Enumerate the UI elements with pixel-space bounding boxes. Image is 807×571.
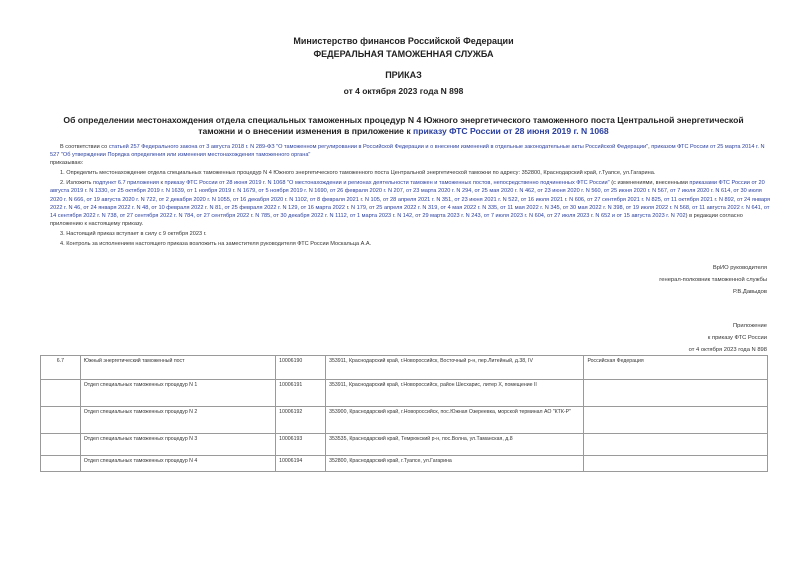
appendix-ref: к приказу ФТС России xyxy=(707,335,767,341)
ministry-name: Министерство финансов Российской Федерации xyxy=(293,36,514,46)
appendix-date: от 4 октября 2023 года N 898 xyxy=(688,347,767,353)
document-title xyxy=(60,115,747,137)
item-4: 4. Контроль за исполнением настоящего приказа возложить на заместителя руководителя ФТС России Москальца А.А. xyxy=(60,241,372,248)
signature-rank: генерал-полковник таможенной службы xyxy=(659,277,767,283)
table-row xyxy=(41,456,768,472)
appendix-header xyxy=(689,320,767,356)
cell-address: 353911, Краснодарский край, г.Новороссийск, район Шесхарис, литер Х, помещение II xyxy=(326,380,584,407)
intro-paragraph xyxy=(50,143,772,159)
cell-address: 353535, Краснодарский край, Темрюкский р-н, пос.Волна, ул.Таманская, д.8 xyxy=(326,434,584,456)
signature-block xyxy=(659,262,767,298)
cell-number xyxy=(41,380,81,407)
cell-address: 352800, Краснодарский край, г.Туапсе, ул.Гагарина xyxy=(326,456,584,472)
item2-mid2: (с изменениями, внесенными xyxy=(609,180,690,187)
amendments-link[interactable]: приказами ФТС России от 20 августа 2019 г. N 1330, от 25 октября 2019 г. N 1639, от 1 ноября 2019 г. N 1679, от 5 ноября 2019 г. N 1690, от 26 февраля 2020 г. N 207, от 23 марта 2020 г. N 294, от 25 мая 2020 г. N 462, от 23 июня 2020 г. N 560, от 25 июня 2020 г. N 567, от 7 июля 2020 г. N 614, от 30 июля 2020 г. N 666, от 19 августа 2020 г. N 722, от 2 декабря 2020 г. N 1055, от 16 декабря 2020 г. N 1102, от 8 февраля 2021 г. N 105, от 28 апреля 2021 г. N 351, от 23 июня 2021 г. N 522, от 16 июля 2021 г. N 606, от 27 сентября 2021 г. N 825, от 11 октября 2021 г. N 892, от 24 января 2022 г. N 46, от 24 января 2022 г. N 48, от 10 февраля 2022 г. N 81, от 25 февраля 2022 г. N 129, от 16 марта 2022 г. N 179, от 25 апреля 2022 г. N 319, от 4 мая 2022 г. N 335, от 11 мая 2022 г. N 345, от 30 мая 2022 г. N 398, от 19 июля 2022 г. N 568, от 11 августа 2022 г. N 641, от 14 сентября 2022 г. N 738, от 27 сентября 2022 г. N 784, от 27 сентября 2022 г. N 785, от 30 декабря 2022 г. N 1112, от 1 марта 2023 г. N 142, от 29 марта 2023 г. N 243, от 7 июля 2023 г. N 604, от 27 июля 2023 г. N 652 и от 15 августа 2023 г. N 702 xyxy=(50,180,771,219)
cell-region xyxy=(584,380,768,407)
item2-prefix: 2. Изложить xyxy=(60,180,94,187)
table-row xyxy=(41,356,768,380)
cell-name: Отдел специальных таможенных процедур N 1 xyxy=(80,380,275,407)
posts-table xyxy=(40,355,768,472)
cell-name: Отдел специальных таможенных процедур N 4 xyxy=(80,456,275,472)
table-row xyxy=(41,434,768,456)
document-body xyxy=(50,143,772,248)
cell-region: Российская Федерация xyxy=(584,356,768,380)
table-row xyxy=(41,380,768,407)
cell-code: 10006193 xyxy=(276,434,326,456)
cell-address: 353900, Краснодарский край, г.Новороссийск, пос.Южная Озереевка, морской терминал АО "КТК-Р" xyxy=(326,407,584,434)
intro-prefix: В соответствии со xyxy=(60,144,109,150)
ordered-text: приказываю: xyxy=(50,160,84,167)
order-1068-link[interactable]: приказу ФТС России от 28 июня 2019 г. N 1068 "О местонахождении и регионах деятельности таможен и таможенных постов, непосредственно подчиненных ФТС России" xyxy=(164,180,610,187)
item-3: 3. Настоящий приказ вступает в силу с 9 октября 2023 г. xyxy=(60,230,207,237)
law-link[interactable]: статьей 257 Федерального закона от 3 августа 2018 г. N 289-ФЗ "О таможенном регулировании в Российской Федерации и о внесении изменений в отдельные законодательные акты Российской Федерации" xyxy=(108,144,649,150)
cell-code: 10006192 xyxy=(276,407,326,434)
cell-code: 10006191 xyxy=(276,380,326,407)
intro-mid: , xyxy=(648,144,652,150)
document-date: от 4 октября 2023 года N 898 xyxy=(343,86,464,96)
signature-name: Р.В.Давыдов xyxy=(733,289,767,295)
cell-region xyxy=(584,434,768,456)
cell-name: Южный энергетический таможенный пост xyxy=(80,356,275,380)
order-527-link[interactable]: приказом ФТС России от 25 марта 2014 г. N 527 "Об утверждении Порядка определения или изменения местонахождения таможенного органа" xyxy=(50,144,765,159)
item2-mid1: к xyxy=(158,180,165,187)
item-1: 1. Определить местонахождение отдела специальных таможенных процедур N 4 Южного энергетического таможенного поста Центральной энергетической таможни по адресу: 352800, Краснодарский край, г.Туапсе, ул.Гагарина. xyxy=(60,170,656,177)
item2-suffix: ) в редакции согласно приложению к настоящему приказу. xyxy=(50,212,743,227)
cell-region xyxy=(584,407,768,434)
title-text: Об определении местонахождения отдела специальных таможенных процедур N 4 Южного энергетического таможенного поста Центральной энергетической таможни и о внесении изменения в приложение к xyxy=(63,115,744,136)
cell-number xyxy=(41,456,81,472)
cell-code: 10006194 xyxy=(276,456,326,472)
cell-address: 353911, Краснодарский край, г.Новороссийск, Восточный р-н, пер.Литейный, д.38, IV xyxy=(326,356,584,380)
cell-region xyxy=(584,456,768,472)
document-type: ПРИКАЗ xyxy=(385,70,422,80)
table-row xyxy=(41,407,768,434)
cell-name: Отдел специальных таможенных процедур N 3 xyxy=(80,434,275,456)
signature-position: ВрИО руководителя xyxy=(712,265,767,271)
item-2 xyxy=(50,179,772,228)
cell-number xyxy=(41,407,81,434)
service-name: ФЕДЕРАЛЬНАЯ ТАМОЖЕННАЯ СЛУЖБА xyxy=(313,49,494,59)
title-link[interactable]: приказу ФТС России от 28 июня 2019 г. N 1068 xyxy=(413,126,609,136)
subpoint-link[interactable]: подпункт 6.7 приложения xyxy=(93,180,159,187)
cell-number: 6.7 xyxy=(41,356,81,380)
cell-code: 10006190 xyxy=(276,356,326,380)
appendix-title: Приложение xyxy=(732,323,767,329)
cell-name: Отдел специальных таможенных процедур N 2 xyxy=(80,407,275,434)
cell-number xyxy=(41,434,81,456)
